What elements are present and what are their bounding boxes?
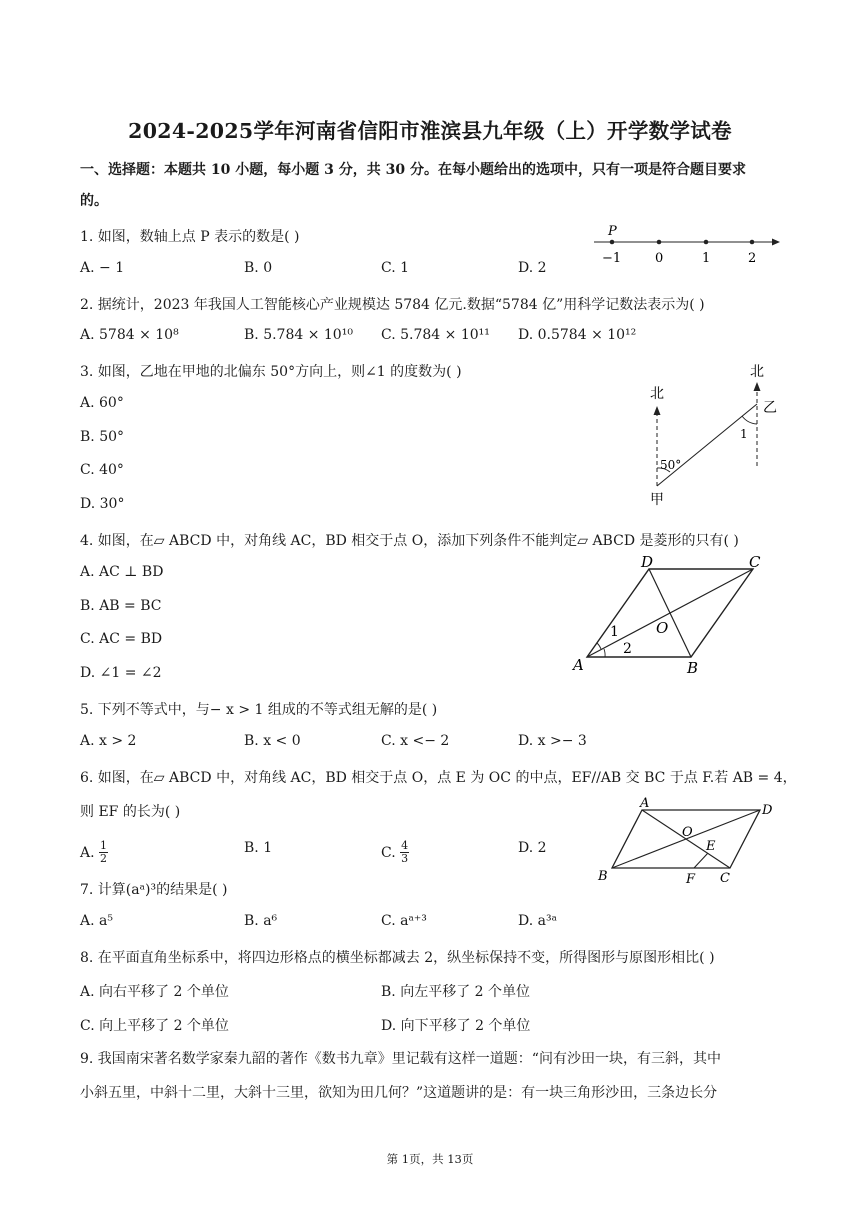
q2-option-b: B. 5.784 × 10¹⁰ (244, 327, 353, 343)
q2-option-d: D. 0.5784 × 10¹² (518, 327, 637, 343)
q3-option-c: C. 40° (80, 462, 124, 478)
question-7-stem: 7. 计算(aᵃ)³的结果是( ) (80, 882, 228, 898)
q7-option-c: C. aᵃ⁺³ (381, 913, 427, 929)
page-title: 2024-2025学年河南省信阳市淮滨县九年级（上）开学数学试卷 (128, 119, 732, 143)
q2-option-c: C. 5.784 × 10¹¹ (381, 327, 490, 343)
tick-label: 2 (748, 251, 757, 266)
q5-option-d: D. x >− 3 (518, 733, 587, 749)
q5-option-c: C. x <− 2 (381, 733, 450, 749)
q1-option-c: C. 1 (381, 260, 410, 276)
vertex-b: B (687, 659, 699, 677)
question-6-stem: 6. 如图，在▱ ABCD 中，对角线 AC，BD 相交于点 O，点 E 为 OC 的中点，EF//AB 交 BC 于点 F.若 AB = 4， (80, 770, 797, 786)
question-4-stem: 4. 如图，在▱ ABCD 中，对角线 AC，BD 相交于点 O，添加下列条件不能判定▱ ABCD 是菱形的只有( ) (80, 533, 739, 549)
vertex-b: B (598, 869, 608, 884)
q4-option-d: D. ∠1 = ∠2 (80, 665, 162, 681)
q1-option-d: D. 2 (518, 260, 547, 276)
q6-option-d: D. 2 (518, 840, 547, 856)
q5-option-a: A. x > 2 (80, 733, 137, 749)
yi-label: 乙 (763, 400, 777, 416)
q7-option-d: D. a³ᵃ (518, 913, 557, 929)
direction-figure (630, 356, 790, 512)
q8-option-c: C. 向上平移了 2 个单位 (80, 1018, 229, 1034)
q2-option-a: A. 5784 × 10⁸ (80, 327, 179, 343)
vertex-c: C (720, 871, 730, 886)
vertex-d: D (762, 803, 773, 818)
question-3-stem: 3. 如图，乙地在甲地的北偏东 50°方向上，则∠1 的度数为( ) (80, 364, 462, 380)
tick-label: 1 (702, 251, 711, 266)
tick-label: −1 (602, 251, 622, 266)
vertex-d: D (641, 553, 654, 571)
number-line-figure (590, 220, 790, 270)
tick-dot (657, 240, 662, 245)
question-8-stem: 8. 在平面直角坐标系中，将四边形格点的横坐标都减去 2，纵坐标保持不变，所得图形与原图形相比( ) (80, 950, 715, 966)
q6-option-b: B. 1 (244, 840, 273, 856)
q6-option-a: A. $\frac{1}{2}$ (80, 839, 108, 865)
question-5-stem: 5. 下列不等式中，与− x > 1 组成的不等式组无解的是( ) (80, 702, 438, 718)
tick-dot (704, 240, 709, 245)
q7-option-a: A. a⁵ (80, 913, 113, 929)
frac-num: 4 (401, 839, 409, 852)
north-label-jia: 北 (650, 386, 664, 402)
section-header-cont: 的。 (80, 193, 108, 209)
q7-option-b: B. a⁶ (244, 913, 278, 929)
frac-num: 1 (100, 839, 108, 852)
q1-option-a: A. − 1 (80, 260, 125, 276)
q4-option-b: B. AB = BC (80, 598, 162, 614)
angle-2-label: 2 (623, 641, 632, 657)
parallelogram-figure (596, 794, 786, 886)
angle-50-label: 50° (660, 458, 682, 472)
q3-option-b: B. 50° (80, 429, 125, 445)
angle-1-label: 1 (610, 624, 619, 640)
point-e: E (706, 839, 716, 854)
tick-label: 0 (655, 251, 664, 266)
q3-option-d: D. 30° (80, 496, 125, 512)
q3-option-a: A. 60° (80, 395, 124, 411)
frac-den: 2 (100, 852, 108, 865)
tick-dot (610, 240, 615, 245)
vertex-a: A (640, 796, 650, 811)
center-o: O (682, 825, 693, 840)
q5-option-b: B. x < 0 (244, 733, 301, 749)
frac-den: 3 (401, 852, 409, 865)
rhombus-figure (565, 552, 775, 682)
q8-option-b: B. 向左平移了 2 个单位 (381, 984, 530, 1000)
q8-option-a: A. 向右平移了 2 个单位 (80, 984, 229, 1000)
center-o: O (656, 619, 669, 637)
q8-option-d: D. 向下平移了 2 个单位 (381, 1018, 531, 1034)
question-2-stem: 2. 据统计，2023 年我国人工智能核心产业规模达 5784 亿元.数据“5784 亿”用科学记数法表示为( ) (80, 297, 705, 313)
jia-label: 甲 (650, 492, 664, 508)
section-header: 一、选择题：本题共 10 小题，每小题 3 分，共 30 分。在每小题给出的选项中，只有一项是符合题目要求 (80, 162, 746, 178)
vertex-c: C (749, 553, 761, 571)
q1-option-b: B. 0 (244, 260, 273, 276)
question-9-stem: 9. 我国南宋著名数学家秦九韶的著作《数书九章》里记载有这样一道题：“问有沙田一块，有三斜，其中 (80, 1051, 721, 1067)
point-p-label: P (608, 224, 617, 239)
tick-dot (750, 240, 755, 245)
question-9-stem-cont: 小斜五里，中斜十二里，大斜十三里，欲知为田几何？”这道题讲的是：有一块三角形沙田，三条边长分 (80, 1085, 718, 1101)
angle-1-label: 1 (740, 427, 748, 441)
question-6-stem-cont: 则 EF 的长为( ) (80, 804, 181, 820)
q4-option-a: A. AC ⊥ BD (80, 564, 164, 580)
vertex-a: A (573, 656, 584, 674)
point-f: F (686, 872, 696, 886)
page-footer: 第 1页，共 13页 (386, 1152, 474, 1166)
north-label-yi: 北 (750, 364, 764, 380)
q4-option-c: C. AC = BD (80, 631, 163, 647)
question-1-stem: 1. 如图，数轴上点 P 表示的数是( ) (80, 229, 300, 245)
q6-option-c: C. $\frac{4}{3}$ (381, 839, 409, 865)
